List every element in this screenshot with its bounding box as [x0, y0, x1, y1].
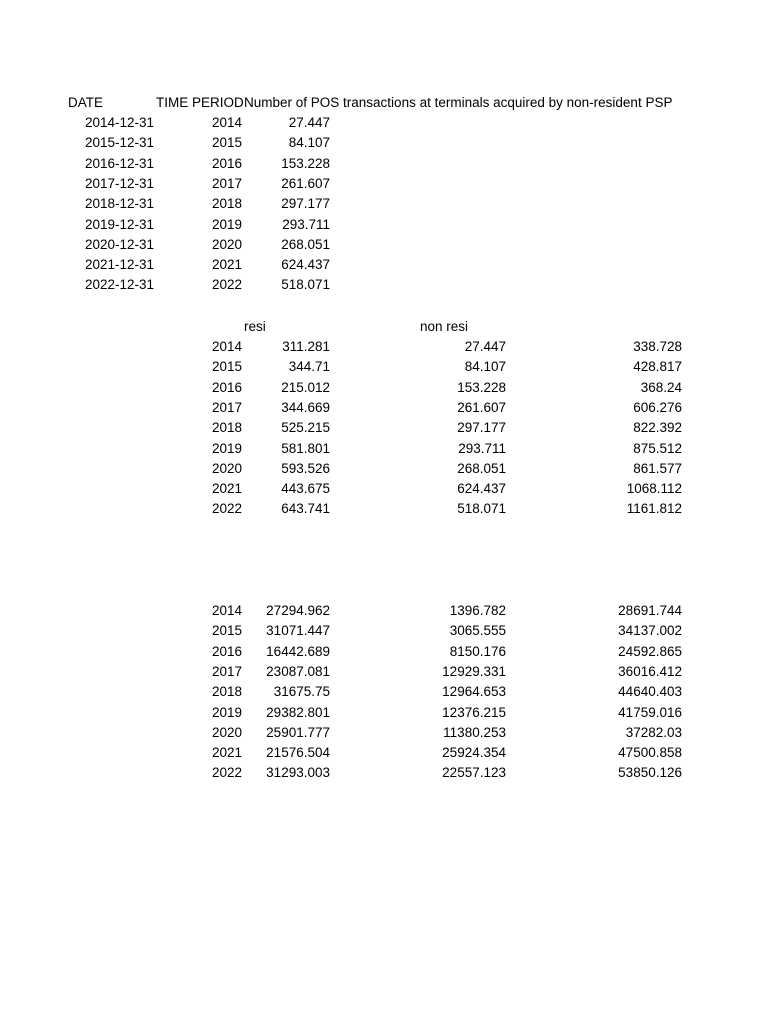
cell-total[interactable]: 44640.403 [618, 684, 682, 700]
cell-period[interactable]: 2019 [211, 216, 242, 232]
cell-period[interactable]: 2014 [211, 115, 242, 130]
cell-total[interactable]: 1161.812 [626, 501, 682, 517]
cell-year[interactable]: 2015 [211, 359, 242, 375]
label-resi[interactable]: resi [244, 319, 266, 334]
cell-value[interactable]: 268.051 [281, 236, 330, 252]
cell-non-resi[interactable]: 12376.215 [442, 704, 506, 720]
cell-date[interactable]: 2014-12-31 [84, 115, 154, 130]
cell-year[interactable]: 2017 [211, 663, 242, 679]
cell-total[interactable]: 1068.112 [626, 481, 682, 497]
cell-year[interactable]: 2014 [211, 339, 242, 354]
cell-resi[interactable]: 23087.081 [266, 663, 330, 679]
cell-period[interactable]: 2015 [211, 135, 242, 151]
cell-non-resi[interactable]: 1396.782 [449, 603, 506, 618]
cell-non-resi[interactable]: 11380.253 [443, 724, 506, 740]
cell-resi[interactable]: 25901.777 [266, 724, 330, 740]
cell-resi[interactable]: 311.281 [282, 339, 330, 354]
cell-total[interactable]: 34137.002 [618, 623, 682, 639]
cell-non-resi[interactable]: 261.607 [457, 399, 506, 415]
cell-year[interactable]: 2014 [211, 603, 242, 618]
cell-total[interactable]: 24592.865 [618, 643, 682, 659]
cell-year[interactable]: 2019 [211, 440, 242, 456]
cell-total[interactable]: 28691.744 [618, 603, 682, 618]
cell-non-resi[interactable]: 27.447 [464, 339, 506, 354]
cell-date[interactable]: 2015-12-31 [84, 135, 154, 151]
cell-non-resi[interactable]: 22557.123 [442, 765, 506, 781]
cell-resi[interactable]: 643.741 [281, 501, 330, 517]
cell-non-resi[interactable]: 624.437 [457, 481, 506, 497]
cell-total[interactable]: 47500.858 [618, 745, 682, 761]
cell-resi[interactable]: 581.801 [281, 440, 330, 456]
cell-year[interactable]: 2021 [211, 745, 242, 761]
cell-non-resi[interactable]: 12929.331 [442, 663, 506, 679]
cell-resi[interactable]: 29382.801 [266, 704, 330, 720]
cell-value[interactable]: 297.177 [281, 196, 330, 212]
cell-total[interactable]: 53850.126 [618, 765, 682, 781]
cell-date[interactable]: 2022-12-31 [84, 277, 154, 293]
cell-non-resi[interactable]: 268.051 [457, 460, 506, 476]
cell-period[interactable]: 2022 [211, 277, 242, 293]
cell-year[interactable]: 2022 [211, 765, 242, 781]
cell-non-resi[interactable]: 84.107 [464, 359, 506, 375]
cell-total[interactable]: 41759.016 [618, 704, 682, 720]
cell-total[interactable]: 338.728 [633, 339, 682, 354]
cell-resi[interactable]: 31675.75 [273, 684, 330, 700]
cell-total[interactable]: 606.276 [633, 399, 682, 415]
cell-year[interactable]: 2022 [211, 501, 242, 517]
cell-value[interactable]: 261.607 [281, 175, 330, 191]
cell-total[interactable]: 368.24 [640, 379, 682, 395]
cell-resi[interactable]: 21576.504 [266, 745, 330, 761]
cell-date[interactable]: 2020-12-31 [84, 236, 154, 252]
cell-date[interactable]: 2018-12-31 [84, 196, 154, 212]
cell-non-resi[interactable]: 12964.653 [442, 684, 506, 700]
cell-total[interactable]: 428.817 [633, 359, 682, 375]
cell-year[interactable]: 2021 [211, 481, 242, 497]
cell-year[interactable]: 2016 [211, 379, 242, 395]
cell-resi[interactable]: 344.71 [288, 359, 330, 375]
cell-period[interactable]: 2017 [211, 175, 242, 191]
cell-resi[interactable]: 593.526 [281, 460, 330, 476]
cell-year[interactable]: 2020 [211, 724, 242, 740]
cell-value[interactable]: 153.228 [281, 155, 330, 171]
cell-year[interactable]: 2020 [211, 460, 242, 476]
cell-date[interactable]: 2021-12-31 [84, 257, 154, 273]
cell-period[interactable]: 2021 [211, 257, 242, 273]
cell-year[interactable]: 2018 [211, 420, 242, 436]
cell-resi[interactable]: 443.675 [281, 481, 330, 497]
cell-resi[interactable]: 344.669 [281, 399, 330, 415]
cell-period[interactable]: 2018 [211, 196, 242, 212]
cell-value[interactable]: 518.071 [281, 277, 330, 293]
cell-year[interactable]: 2019 [211, 704, 242, 720]
cell-non-resi[interactable]: 297.177 [457, 420, 506, 436]
cell-non-resi[interactable]: 8150.176 [449, 643, 506, 659]
cell-year[interactable]: 2015 [211, 623, 242, 639]
cell-value[interactable]: 27.447 [288, 115, 330, 130]
cell-date[interactable]: 2016-12-31 [84, 155, 154, 171]
cell-resi[interactable]: 16442.689 [266, 643, 330, 659]
cell-total[interactable]: 822.392 [633, 420, 682, 436]
cell-year[interactable]: 2017 [211, 399, 242, 415]
cell-non-resi[interactable]: 153.228 [457, 379, 506, 395]
cell-value[interactable]: 624.437 [281, 257, 330, 273]
cell-non-resi[interactable]: 293.711 [458, 440, 506, 456]
header-metric[interactable]: Number of POS transactions at terminals acquired by non-resident PSP [244, 95, 673, 110]
cell-total[interactable]: 861.577 [633, 460, 682, 476]
cell-non-resi[interactable]: 3065.555 [449, 623, 506, 639]
header-time-period[interactable]: TIME PERIOD [156, 95, 244, 110]
cell-total[interactable]: 36016.412 [618, 663, 682, 679]
cell-non-resi[interactable]: 518.071 [457, 501, 506, 517]
cell-value[interactable]: 84.107 [288, 135, 330, 151]
cell-resi[interactable]: 525.215 [281, 420, 330, 436]
cell-period[interactable]: 2020 [211, 236, 242, 252]
cell-date[interactable]: 2019-12-31 [84, 216, 154, 232]
cell-resi[interactable]: 31293.003 [266, 765, 330, 781]
cell-resi[interactable]: 215.012 [281, 379, 330, 395]
cell-resi[interactable]: 27294.962 [266, 603, 330, 618]
cell-total[interactable]: 37282.03 [625, 724, 682, 740]
cell-date[interactable]: 2017-12-31 [84, 175, 154, 191]
header-date[interactable]: DATE [68, 95, 104, 110]
cell-period[interactable]: 2016 [211, 155, 242, 171]
cell-year[interactable]: 2016 [211, 643, 242, 659]
cell-year[interactable]: 2018 [211, 684, 242, 700]
cell-total[interactable]: 875.512 [633, 440, 682, 456]
cell-non-resi[interactable]: 25924.354 [442, 745, 506, 761]
label-non-resi[interactable]: non resi [420, 319, 469, 334]
cell-resi[interactable]: 31071.447 [266, 623, 330, 639]
cell-value[interactable]: 293.711 [282, 216, 330, 232]
